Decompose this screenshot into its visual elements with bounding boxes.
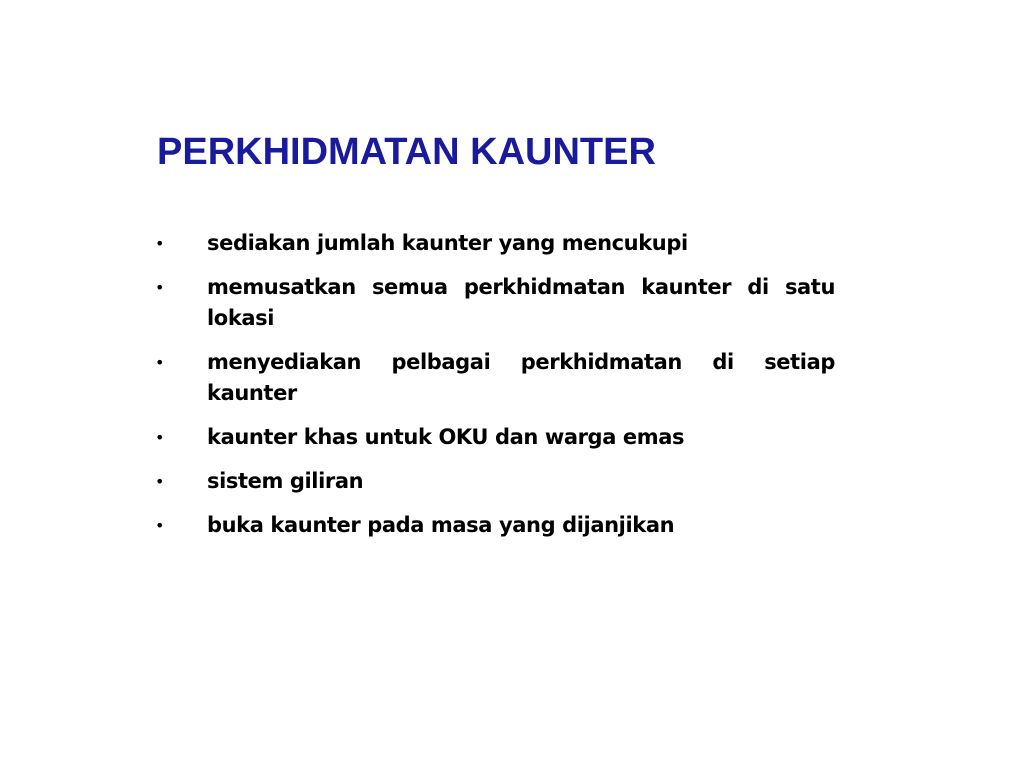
list-item [155,228,835,259]
list-item [155,466,835,497]
bullet-text: menyediakan pelbagai perkhidmatan di setiap kaunter [207,350,835,405]
bullet-icon: • [155,516,165,535]
list-item [155,510,835,541]
list-item [155,272,835,334]
bullet-icon: • [155,353,165,372]
slide-title: PERKHIDMATAN KAUNTER [157,131,656,173]
bullet-text: memusatkan semua perkhidmatan kaunter di satu lokasi [207,275,835,330]
bullet-text: kaunter khas untuk OKU dan warga emas [207,425,685,449]
list-item [155,347,835,409]
bullet-icon: • [155,472,165,491]
bullet-icon: • [155,428,165,447]
bullet-text: sediakan jumlah kaunter yang mencukupi [207,231,688,255]
bullet-text: buka kaunter pada masa yang dijanjikan [207,513,675,537]
bullet-list [155,228,835,554]
bullet-icon: • [155,234,165,253]
list-item [155,422,835,453]
bullet-icon: • [155,278,165,297]
bullet-text: sistem giliran [207,469,364,493]
